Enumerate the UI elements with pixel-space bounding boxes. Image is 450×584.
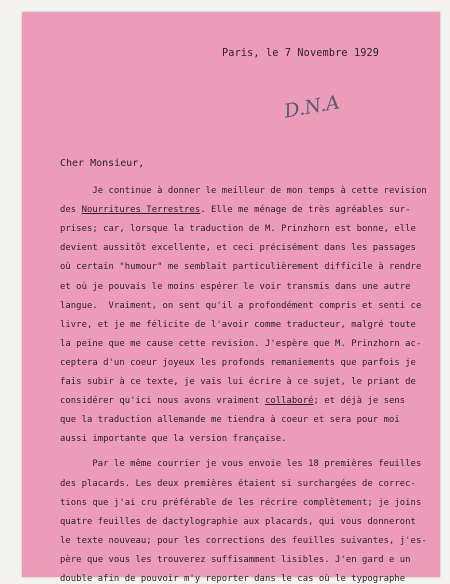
body-line: père que vous les trouverez suffisamment lisibles. J'en gard e un (60, 554, 411, 565)
body-line: devient aussitôt excellente, et ceci précisément dans les passages (60, 243, 416, 254)
body-line-text: des (60, 205, 82, 216)
underlined-word: Nourritures Terrestres (81, 205, 201, 216)
body-line: que la traduction allemande me tiendra à coeur et sera pour moi (60, 415, 400, 426)
body-line: des placards. Les deux premières étaient si surchargées de correc- (60, 478, 416, 489)
body-line: où certain "humour" me semblait particulièrement difficile à rendre (60, 262, 422, 273)
body-line: aussi importante que la version française. (60, 434, 287, 445)
handwritten-initials: D.N.A (282, 91, 342, 123)
body-line-text: considérer qu'ici nous avons vraiment (60, 396, 265, 407)
body-line: double afin de pouvoir m'y reporter dans le cas où le typographe (60, 574, 406, 584)
body-line: prises; car, lorsque la traduction de M. Prinzhorn est bonne, elle (60, 224, 416, 235)
body-line: quatre feuilles de dactylographie aux placards, qui vous donneront (60, 516, 416, 527)
body-line-text: ; et déjà je sens (313, 396, 406, 407)
body-line: la peine que me cause cette revision. J'espère que M. Prinzhorn ac- (60, 338, 422, 349)
body-line (60, 396, 405, 406)
body-line: ceptera d'un coeur joyeux les profonds remaniements que parfois je (60, 357, 416, 368)
body-line: Par le même courrier je vous envoie les 18 premières feuilles (60, 459, 422, 470)
body-line (60, 205, 411, 215)
body-line: fais subir à ce texte, je vais lui écrire à ce sujet, le priant de (60, 377, 416, 387)
salutation: Cher Monsieur, (60, 158, 145, 169)
body-line: tions que j'ai cru préférable de les récrire complètement; je joins (60, 497, 422, 508)
body-line: langue. Vraiment, on sent qu'il a profondément compris et senti ce (60, 300, 422, 311)
body-line: Je continue à donner le meilleur de mon temps à cette revision (60, 186, 427, 196)
body-line: livre, et je me félicite de l'avoir comme traducteur, malgré toute (60, 319, 416, 330)
underlined-word: collaboré (264, 396, 314, 407)
body-line: le texte nouveau; pour les corrections des feuilles suivantes, j'es- (60, 535, 427, 546)
dateline: Paris, le 7 Novembre 1929 (222, 48, 380, 59)
letter-page (22, 12, 440, 584)
body-line: et où je pouvais le moins espérer le voir transmis dans une autre (60, 281, 411, 292)
body-line-text: . Elle me ménage de très agréables sur- (200, 205, 411, 216)
